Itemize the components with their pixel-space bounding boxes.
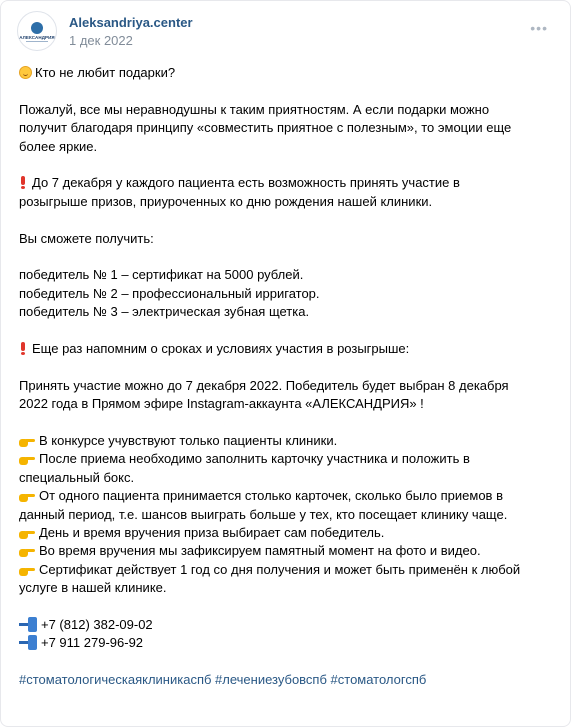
phone-number: +7 911 279-96-92: [19, 635, 143, 650]
phones-list: [19, 616, 559, 653]
list-item: победитель № 2 – профессиональный ирригатор.: [19, 285, 320, 301]
smiling-face-icon: [19, 66, 32, 79]
paragraph: До 7 декабря у каждого пациента есть возможность принять участие в розыгрыше призов, приуроченных ко дню рождения нашей клиники.: [19, 175, 460, 209]
phone-number: +7 (812) 382-09-02: [19, 617, 153, 632]
rules-list: [19, 432, 559, 598]
backhand-pointing-right-icon: [19, 454, 35, 465]
paragraph: Принять участие можно до 7 декабря 2022. Победитель будет выбран 8 декабря 2022 года в Прямом эфире Instagram-аккаунта «АЛЕКСАНДРИЯ» !: [19, 377, 509, 412]
hashtags[interactable]: #стоматологическаяклиникаспб #лечениезубовспб #стоматологспб: [19, 672, 427, 688]
paragraph: Пожалуй, все мы неравнодушны к таким приятностям. А если подарки можно получит благодаря принципу «совместить приятное с полезным», то эмоции еще более яркие.: [19, 101, 512, 154]
post-meta: [69, 14, 193, 49]
list-item: День и время вручения приза выбирает сам победитель.: [19, 525, 384, 540]
red-exclamation-icon: [20, 342, 26, 355]
red-exclamation-icon: [20, 176, 26, 189]
winners-list: [19, 266, 559, 321]
mobile-phone-icon: [19, 635, 39, 650]
list-item: Во время вручения мы зафиксируем памятный момент на фото и видео.: [19, 543, 481, 558]
more-options-icon[interactable]: •••: [530, 20, 548, 36]
list-item: Сертификат действует 1 год со дня получения и может быть применён к любой услуге в нашей клинике.: [19, 561, 521, 596]
backhand-pointing-right-icon: [19, 565, 35, 576]
post-header: [17, 11, 193, 51]
paragraph: Вы сможете получить:: [19, 230, 154, 246]
post-intro: Кто не любит подарки?: [19, 64, 559, 82]
backhand-pointing-right-icon: [19, 528, 35, 539]
post-text: [19, 64, 559, 690]
list-item: победитель № 3 – электрическая зубная щетка.: [19, 304, 310, 320]
list-item: победитель № 1 – сертификат на 5000 рублей.: [19, 267, 304, 283]
backhand-pointing-right-icon: [19, 436, 35, 447]
avatar-logo-text: АЛЕКСАНДРИЯ: [19, 35, 55, 40]
list-item: В конкурсе учувствуют только пациенты клиники.: [19, 433, 337, 448]
avatar[interactable]: [17, 11, 57, 51]
divider: [26, 41, 48, 42]
backhand-pointing-right-icon: [19, 491, 35, 502]
post-date-link[interactable]: 1 дек 2022: [69, 32, 133, 48]
mobile-phone-icon: [19, 617, 39, 632]
paragraph: Еще раз напомним о сроках и условиях участия в розыгрыше:: [19, 340, 559, 358]
list-item: От одного пациента принимается столько карточек, сколько было приемов в данный период, т.е. шансов выиграть больше у тех, кто посещает клинику чаще.: [19, 488, 508, 522]
backhand-pointing-right-icon: [19, 546, 35, 557]
author-name-link[interactable]: Aleksandriya.center: [69, 14, 193, 30]
list-item: После приема необходимо заполнить карточку участника и положить в специальный бокс.: [19, 451, 470, 485]
tooth-logo-icon: [31, 22, 43, 34]
